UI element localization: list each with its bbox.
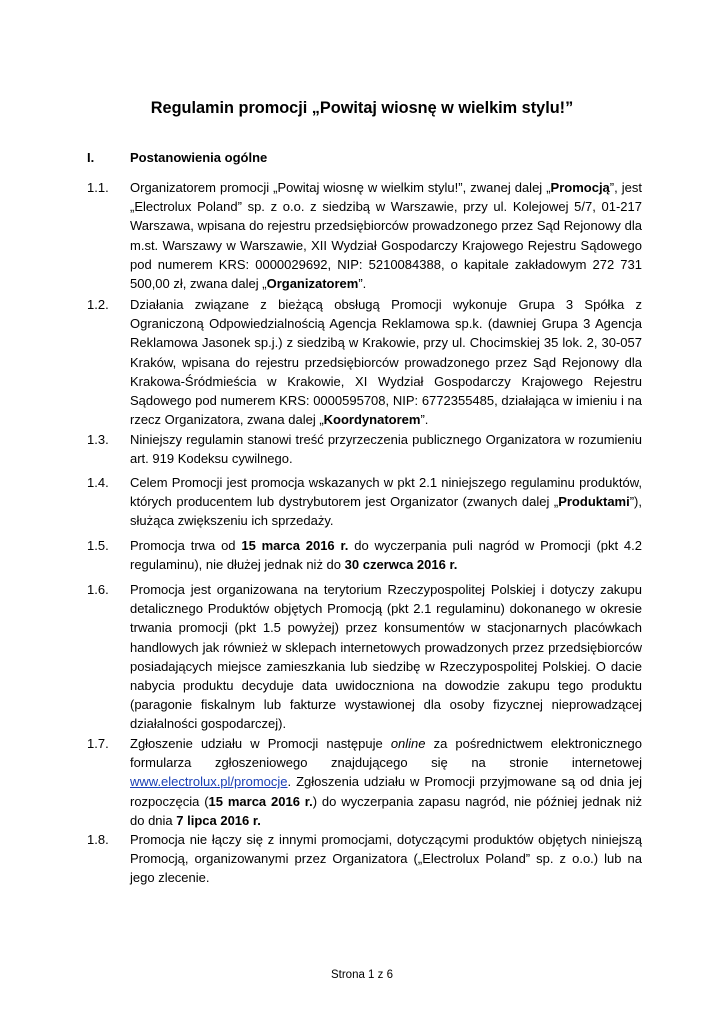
document-title: Regulamin promocji „Powitaj wiosnę w wielkim stylu!” xyxy=(150,99,574,117)
text-run: . Zgłoszenia udziału w Promocji przyjmowane są od dnia jej rozpoczęcia ( xyxy=(130,774,642,809)
page-number: Strona 1 z 6 xyxy=(330,969,393,981)
defined-term-promocja: Promocją xyxy=(550,180,610,195)
start-date: 15 marca 2016 r. xyxy=(241,538,349,553)
text-run: ”. xyxy=(420,412,429,428)
paragraph-number: 1.1. xyxy=(87,180,109,195)
text-run: Celem Promocji jest promocja wskazanych w pkt 2.1 niniejszego regulaminu produktów, których producentem lub dystrybutorem jest Organizator (zwanych dalej „ xyxy=(130,475,642,510)
paragraph-number: 1.8. xyxy=(87,832,109,847)
text-run: Działania związane z bieżącą obsługą Promocji wykonuje Grupa 3 Spółka z Ograniczoną Odpowiedzialnością Agencja Reklamowa sp.k. (dawniej Grupa 3 Agencja Reklamowa Jasonek sp.j.) z siedzibą w Krakowie, przy ul. Chocimskiej 35 lok. 2, 30-057 Kraków, wpisana do rejestru przedsiębiorców prowadzonego przez Sąd Rejonowy dla Krakowa-Śródmieścia w Krakowie, XI Wydział Gospodarczy Krajowego Rejestru Sądowego pod numerem KRS: 0000595708, NIP: 6772355485, działająca w imieniu i na rzecz Organizatora, zwana dalej „ xyxy=(130,297,642,428)
paragraph-number: 1.5. xyxy=(87,538,109,553)
text-run: Promocja trwa od xyxy=(130,538,242,553)
defined-term-organizator: Organizatorem xyxy=(266,276,359,292)
text-run: za pośrednictwem elektronicznego formularza zgłoszeniowego znajdującego się na stronie internetowej xyxy=(130,736,642,771)
paragraph-text xyxy=(130,580,642,734)
promo-website-link[interactable]: www.electrolux.pl/promocje xyxy=(130,774,288,790)
paragraph-text xyxy=(130,536,642,574)
text-run: ”), służąca zwiększeniu ich sprzedaży. xyxy=(130,494,642,529)
text-run: ) do wyczerpania zapasu nagród, nie później jednak niż do dnia xyxy=(130,793,643,828)
paragraph-1-5 xyxy=(87,536,642,574)
start-date: 15 marca 2016 r. xyxy=(208,793,313,809)
paragraph-1-6 xyxy=(87,580,642,734)
section-number: I. xyxy=(87,150,95,165)
paragraph-1-7 xyxy=(87,734,642,830)
paragraph-text xyxy=(130,178,642,293)
paragraph-text xyxy=(130,830,642,888)
paragraph-number: 1.7. xyxy=(87,736,109,751)
defined-term-koordynator: Koordynatorem xyxy=(323,412,421,428)
paragraph-1-1 xyxy=(87,178,642,293)
paragraph-text xyxy=(130,473,642,531)
text-run: Zgłoszenie udziału w Promocji następuje xyxy=(130,736,391,751)
section-title: Postanowienia ogólne xyxy=(130,150,268,165)
text-run: Promocja nie łączy się z innymi promocjami, dotyczącymi produktów objętych niniejszą Promocją, organizowanymi przez Organizatora („Electrolux Poland” sp. z o.o.) lub na jego zlecenie. xyxy=(130,832,642,886)
paragraph-number: 1.2. xyxy=(87,297,109,312)
text-run: Niniejszy regulamin stanowi treść przyrzeczenia publicznego Organizatora w rozumieniu art. 919 Kodeksu cywilnego. xyxy=(130,432,642,467)
text-run: Promocja jest organizowana na terytorium Rzeczypospolitej Polskiej i dotyczy zakupu detalicznego Produktów objętych Promocją (pkt 2.1 regulaminu) dokonanego w okresie trwania promocji (pkt 1.5 powyżej) przez konsumentów w stacjonarnych placówkach handlowych jak również w sklepach internetowych prowadzonych przez przedsiębiorców posiadających miejsce zamieszkania lub siedzibę w Rzeczypospolitej Polskiej. O dacie nabycia produktu decyduje data uwidoczniona na dowodzie zakupu tego produktu (paragonie fiskalnym lub fakturze wystawionej dla osoby fizycznej nieprowadzącej działalności gospodarczej). xyxy=(130,582,642,732)
paragraph-number: 1.3. xyxy=(87,432,109,447)
text-run: do wyczerpania puli nagród w Promocji (pkt 4.2 regulaminu), nie dłużej jednak niż do xyxy=(130,538,642,573)
paragraph-1-8 xyxy=(87,830,642,888)
paragraph-1-4 xyxy=(87,473,642,531)
paragraph-text xyxy=(130,734,642,830)
online-term: online xyxy=(390,736,426,751)
paragraph-number: 1.4. xyxy=(87,475,109,490)
paragraph-text xyxy=(130,430,642,468)
paragraph-1-3 xyxy=(87,430,642,468)
defined-term-produkty: Produktami xyxy=(558,494,630,510)
paragraph-text xyxy=(130,295,642,429)
text-run: Organizatorem promocji „Powitaj wiosnę w wielkim stylu!”, zwanej dalej „ xyxy=(130,180,551,195)
submission-end-date: 7 lipca 2016 r. xyxy=(176,812,261,828)
text-run: ”. xyxy=(358,276,367,292)
paragraph-1-2 xyxy=(87,295,642,429)
end-date: 30 czerwca 2016 r. xyxy=(344,557,458,573)
paragraph-number: 1.6. xyxy=(87,582,109,597)
text-run: ”, jest „Electrolux Poland” sp. z o.o. z siedzibą w Warszawie, przy ul. Kolejowej 5/7, 01-217 Warszawa, wpisana do rejestru przedsiębiorców prowadzonego przez Sąd Rejonowy dla m.st. Warszawy w Warszawie, XII Wydział Gospodarczy Krajowego Rejestru Sądowego pod numerem KRS: 0000029692, NIP: 5210084388, o kapitale zakładowym 272 731 500,00 zł, zwana dalej „ xyxy=(130,180,642,292)
